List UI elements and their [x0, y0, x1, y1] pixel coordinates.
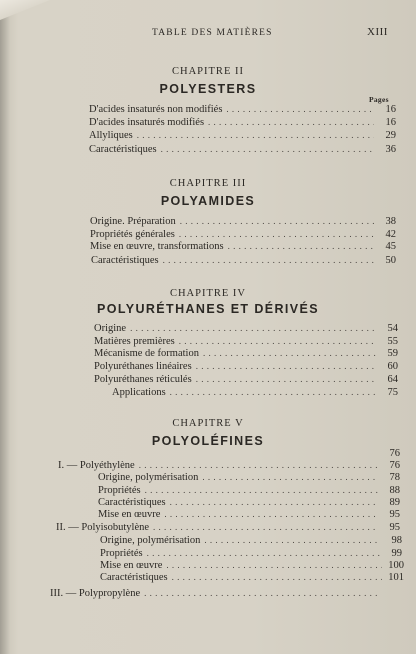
leader-dots [166, 560, 382, 570]
toc-entry-page: 76 [389, 460, 400, 471]
toc-entry-page: 98 [391, 535, 402, 546]
toc-entry-page: 100 [388, 560, 404, 571]
toc-entry-text: Polyuréthanes réticulés [94, 374, 192, 385]
pages-column-label: Pages [369, 95, 389, 104]
toc-entry [94, 348, 398, 360]
leader-dots [208, 117, 374, 127]
toc-entry-text: Allyliques [89, 130, 133, 141]
leader-dots [170, 387, 376, 397]
toc-entry-page: 78 [389, 472, 400, 483]
toc-entry-text: Mise en œuvre [98, 509, 161, 520]
chapter-title: POLYOLÉFINES [151, 434, 265, 448]
chapter-title: POLYURÉTHANES ET DÉRIVÉS [96, 302, 320, 316]
leader-dots [226, 104, 374, 114]
leader-dots [153, 522, 378, 532]
toc-entry-page: 16 [385, 104, 396, 115]
toc-entry-page: 38 [385, 216, 396, 227]
leader-dots [179, 229, 374, 239]
toc-entry-text: D'acides insaturés modifiés [89, 117, 205, 128]
toc-entry-page: 29 [385, 130, 396, 141]
toc-entry-page: 101 [388, 572, 404, 583]
leader-dots [202, 472, 378, 482]
toc-entry-text: Origine [94, 323, 127, 334]
toc-entry-page: 16 [385, 117, 396, 128]
toc-entry-text: Applications [112, 387, 166, 398]
toc-entry [58, 460, 400, 472]
toc-entry-page: 99 [391, 548, 402, 559]
leader-dots [196, 374, 376, 384]
toc-entry-text: D'acides insaturés non modifiés [89, 104, 223, 115]
toc-entry-page: 75 [387, 387, 398, 398]
toc-entry [89, 104, 396, 116]
toc-entry [56, 522, 400, 534]
leader-dots [163, 255, 374, 265]
toc-entry-text: Mise en œuvre [100, 560, 163, 571]
leader-dots [172, 572, 382, 582]
leader-dots [139, 460, 378, 470]
toc-entry-page: 64 [387, 374, 398, 385]
toc-entry [100, 560, 404, 572]
toc-entry-text: Origine, polymérisation [98, 472, 199, 483]
toc-entry-page: 95 [389, 522, 400, 533]
toc-entry-page: 95 [389, 509, 400, 520]
chapter-label: CHAPITRE III [169, 178, 247, 189]
leader-dots [179, 336, 376, 346]
toc-entry-page: 59 [387, 348, 398, 359]
toc-entry-page: 55 [387, 336, 398, 347]
toc-entry [94, 336, 398, 348]
toc-entry [90, 241, 396, 253]
toc-entry [89, 117, 396, 129]
toc-entry-text: Caractéristiques [100, 572, 168, 583]
leader-dots [203, 348, 376, 358]
toc-entry [112, 387, 398, 399]
leader-dots [130, 323, 376, 333]
toc-entry-page: 36 [385, 144, 396, 155]
toc-entry-text: Propriétés [100, 548, 143, 559]
toc-entry [94, 361, 398, 373]
toc-entry-text: Caractéristiques [89, 144, 157, 155]
toc-entry-text: II. — Polyisobutylène [56, 522, 150, 533]
folded-corner [0, 0, 50, 20]
toc-entry [91, 255, 396, 267]
toc-entry-text: Origine. Préparation [90, 216, 176, 227]
leader-dots [144, 588, 380, 598]
toc-entry-text: III. — Polypropylène [50, 588, 141, 599]
toc-entry-text: I. — Polyéthylène [58, 460, 135, 471]
toc-entry [98, 509, 400, 521]
toc-entry-text: Propriétés générales [90, 229, 175, 240]
toc-entry-page: 45 [385, 241, 396, 252]
toc-entry [94, 323, 398, 335]
chapter-label: CHAPITRE V [172, 418, 244, 429]
chapter-page-number: 76 [389, 448, 400, 459]
toc-entry [90, 229, 396, 241]
toc-entry [100, 548, 402, 560]
toc-entry [94, 374, 398, 386]
binding-shadow [0, 0, 10, 654]
toc-entry [50, 588, 402, 600]
chapter-label: CHAPITRE IV [169, 288, 247, 299]
toc-entry-page: 89 [389, 497, 400, 508]
toc-entry-text: Propriétés [98, 485, 141, 496]
leader-dots [170, 497, 378, 507]
chapter-title: POLYESTERS [159, 82, 257, 96]
toc-entry [100, 572, 404, 584]
toc-entry-text: Polyuréthanes linéaires [94, 361, 192, 372]
leader-dots [137, 130, 374, 140]
toc-entry-text: Matières premières [94, 336, 175, 347]
page-number: XIII [367, 26, 388, 38]
leader-dots [147, 548, 380, 558]
chapter-title: POLYAMIDES [160, 194, 256, 208]
leader-dots [180, 216, 374, 226]
toc-entry-text: Caractéristiques [98, 497, 166, 508]
chapter-label: CHAPITRE II [172, 66, 244, 77]
leader-dots [228, 241, 374, 251]
toc-entry [98, 472, 400, 484]
running-title: TABLE DES MATIÈRES [152, 28, 273, 38]
toc-entry-text: Caractéristiques [91, 255, 159, 266]
leader-dots [204, 535, 380, 545]
toc-entry-page: 42 [385, 229, 396, 240]
toc-entry-text: Mise en œuvre, transformations [90, 241, 224, 252]
leader-dots [196, 361, 376, 371]
leader-dots [161, 144, 374, 154]
toc-entry-page: 50 [385, 255, 396, 266]
leader-dots [164, 509, 378, 519]
toc-entry [98, 497, 400, 509]
toc-entry [90, 216, 396, 228]
leader-dots [145, 485, 378, 495]
toc-entry-page: 54 [387, 323, 398, 334]
toc-entry [100, 535, 402, 547]
toc-entry [89, 144, 396, 156]
toc-entry-page: 88 [389, 485, 400, 496]
toc-entry [98, 485, 400, 497]
toc-entry-text: Mécanisme de formation [94, 348, 199, 359]
toc-entry-text: Origine, polymérisation [100, 535, 201, 546]
toc-entry-page: 60 [387, 361, 398, 372]
toc-entry [89, 130, 396, 142]
